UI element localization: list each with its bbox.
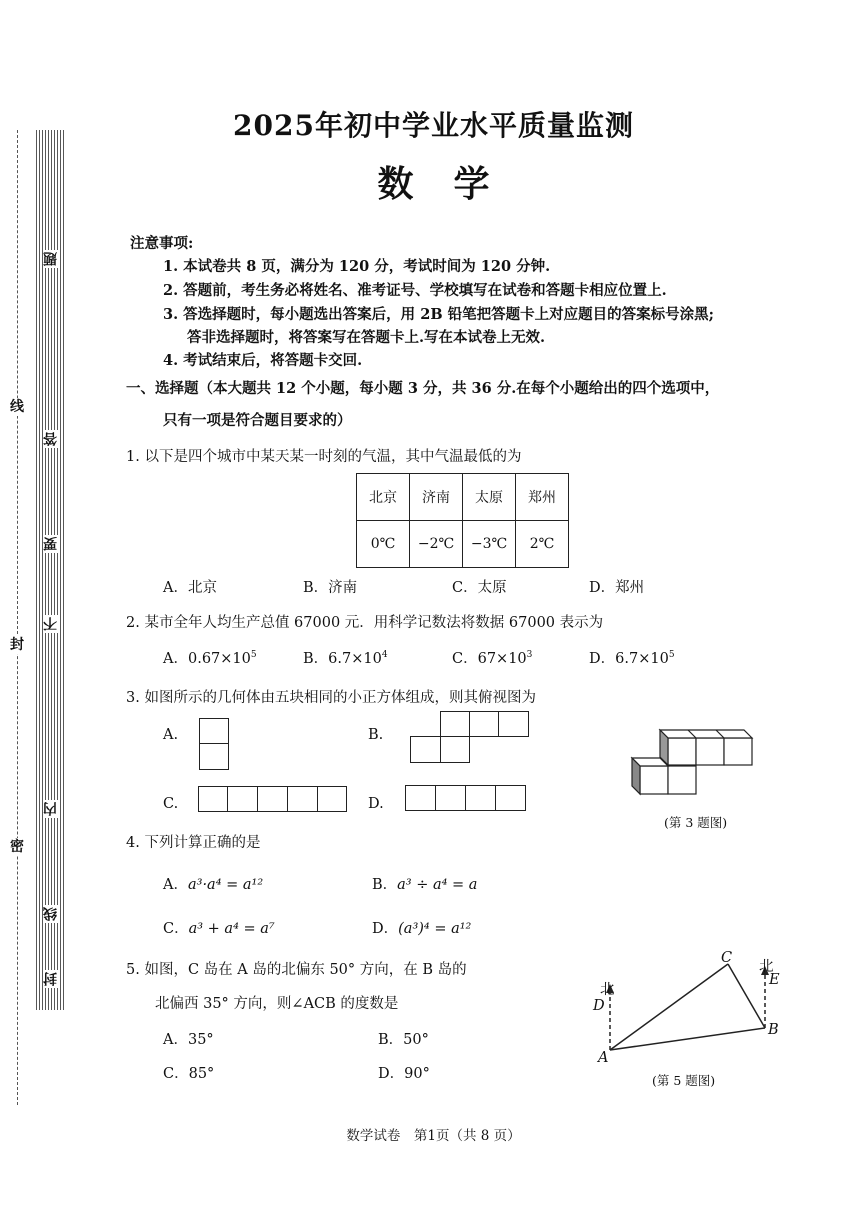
table-row [357,521,569,568]
page-footer: 数学试卷 第1页（共 8 页） [346,1128,521,1144]
binding-char-feng: 封 [10,637,24,653]
temp-cell: −3℃ [463,521,516,568]
binding-inner-char: 封 [43,972,59,986]
section-heading: 一、选择题（本大题共 12 个小题，每小题 3 分，共 36 分.在每个小题给出的四个选项中， [126,380,720,397]
q3-option-c-row [198,786,347,812]
binding-inner-char: 要 [43,537,59,551]
q5-label-north-a: 北 [600,982,615,998]
q4-option-d: D．(a³)⁴ = a¹² [372,921,472,937]
q3-label-d: D. [368,796,384,812]
q3-option-b-square [440,711,470,737]
q3-solid-figure [628,726,758,800]
q4-stem: 4. 下列计算正确的是 [126,835,261,851]
q3-label-a: A. [163,727,179,743]
divider [435,785,436,811]
q5-option-a: A．35° [163,1032,214,1048]
q3-option-b-square [440,736,470,763]
q2-option-b: B．$6.7\times 10^4$ [303,650,388,667]
q5-point-b: B [768,1022,779,1038]
notice-item: 1. 本试卷共 8 页，满分为 120 分，考试时间为 120 分钟. [163,258,551,275]
q3-option-a-square [199,743,229,770]
divider [257,786,258,812]
city-cell: 太原 [463,474,516,521]
q5-point-d: D [593,998,605,1014]
divider [495,785,496,811]
q3-label-c: C. [163,796,179,812]
notice-item: 4. 考试结束后，将答题卡交回. [163,352,363,369]
q5-option-b: B．50° [378,1032,429,1048]
q1-option-d: D．郑州 [589,580,645,596]
q5-point-a: A [598,1050,609,1066]
divider [317,786,318,812]
q2-stem: 2. 某市全年人均生产总值 67000 元．用科学记数法将数据 67000 表示为 [126,615,604,631]
section-heading-cont: 只有一项是符合题目要求的） [163,412,352,429]
q5-option-d: D．90° [378,1066,430,1082]
q3-option-b-square [469,711,499,737]
q4-option-c: C．a³ + a⁴ = a⁷ [163,921,275,937]
q4-option-a: A．a³·a⁴ = a¹² [163,877,264,893]
binding-inner-char: 内 [43,802,59,816]
q3-option-a-square [199,718,229,744]
q2-option-a: A．$0.67\times 10^5$ [163,650,257,667]
table-row [357,474,569,521]
divider [287,786,288,812]
temp-cell: 0℃ [357,521,410,568]
divider [465,785,466,811]
exam-title: 2025年初中学业水平质量监测 [233,109,634,142]
q2-option-c: C．$67\times 10^3$ [452,650,533,667]
city-cell: 济南 [410,474,463,521]
binding-inner-char: 不 [43,617,59,631]
binding-dashed-line [17,130,18,1105]
notice-item: 3. 答选择题时，每小题选出答案后，用 2B 铅笔把答题卡上对应题目的答案标号涂黑; [163,306,714,323]
q2-option-d: D．$6.7\times 10^5$ [589,650,675,667]
q1-temperature-table [356,473,569,568]
q1-option-a: A．北京 [163,580,217,596]
notice-item: 2. 答题前，考生务必将姓名、准考证号、学校填写在试卷和答题卡相应位置上. [163,282,667,299]
q3-caption: (第 3 题图) [664,815,728,830]
notice-item: 答非选择题时，将答案写在答题卡上.写在本试卷上无效. [187,329,546,346]
q3-option-b-square [498,711,529,737]
temp-cell: −2℃ [410,521,463,568]
temp-cell: 2℃ [516,521,569,568]
q5-option-c: C．85° [163,1066,215,1082]
binding-char-mi: 密 [10,839,24,855]
binding-char-xian: 线 [10,399,24,415]
q1-stem: 1. 以下是四个城市中某天某一时刻的气温，其中气温最低的为 [126,449,522,465]
binding-inner-char: 题 [43,252,59,266]
q5-stem-line1: 5. 如图，C 岛在 A 岛的北偏东 50° 方向，在 B 岛的 [126,962,467,978]
exam-subject: 数学 [377,163,530,205]
q5-stem-line2: 北偏西 35° 方向，则∠ACB 的度数是 [155,996,399,1012]
q5-caption: (第 5 题图) [652,1073,716,1088]
notice-heading: 注意事项: [130,235,194,252]
q5-point-e: E [769,972,780,988]
q5-point-c: C [721,950,733,966]
q3-label-b: B. [368,727,384,743]
q1-option-c: C．太原 [452,580,507,596]
city-cell: 北京 [357,474,410,521]
city-cell: 郑州 [516,474,569,521]
binding-inner-char: 答 [43,432,59,446]
q5-label-north-b: 北 [759,959,774,975]
q3-stem: 3. 如图所示的几何体由五块相同的小正方体组成，则其俯视图为 [126,690,536,706]
divider [227,786,228,812]
q4-option-b: B．a³ ÷ a⁴ = a [372,877,478,893]
binding-inner-char: 线 [43,907,59,921]
q1-option-b: B．济南 [303,580,358,596]
q3-option-b-square [410,736,441,763]
